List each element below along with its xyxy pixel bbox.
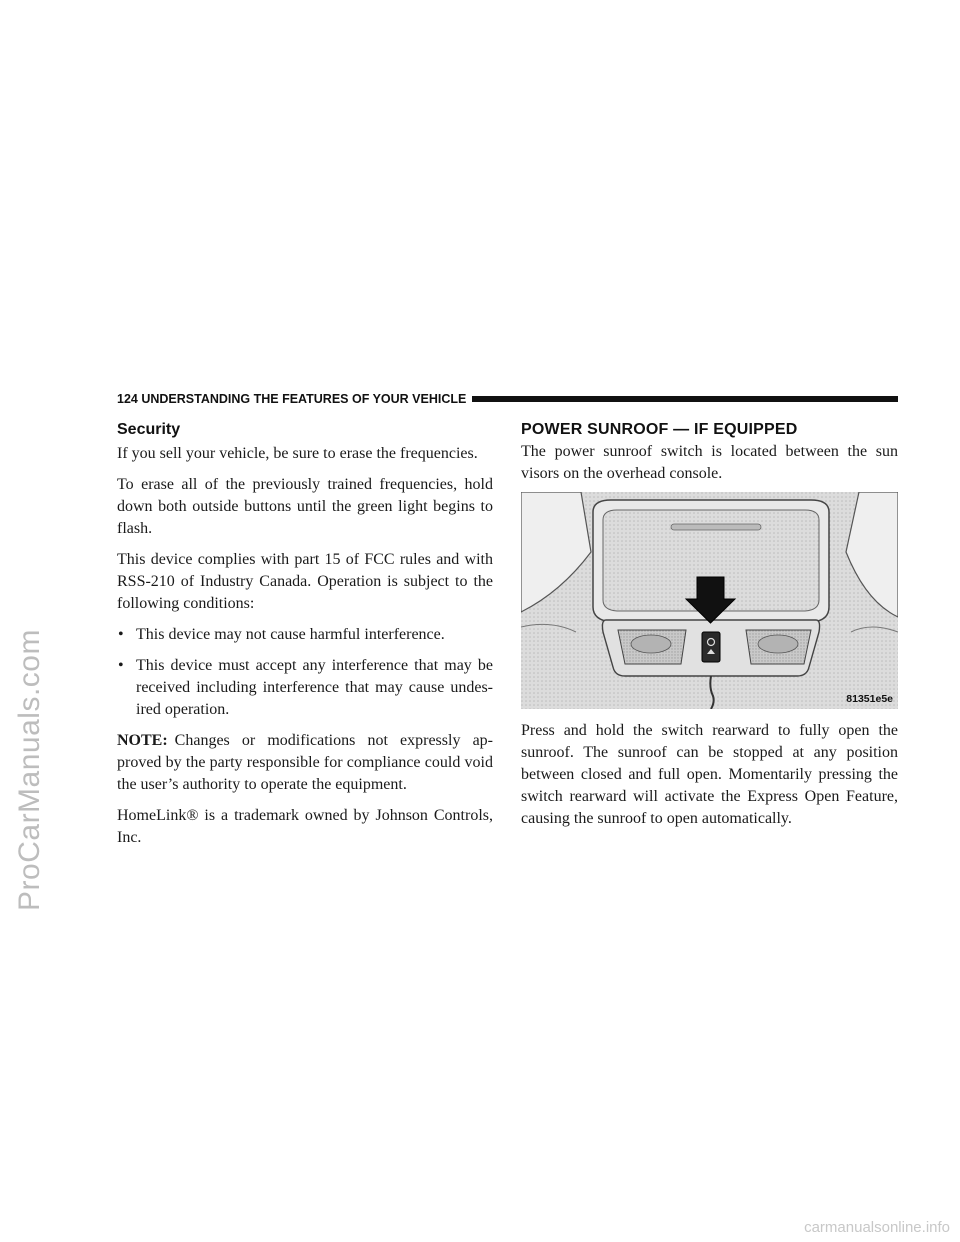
sunroof-heading: POWER SUNROOF — IF EQUIPPED	[521, 421, 798, 438]
footer-watermark: carmanualsonline.info	[804, 1219, 950, 1236]
security-heading: Security	[117, 421, 181, 438]
side-watermark	[10, 520, 50, 1020]
list-item	[117, 655, 493, 721]
note-paragraph	[117, 730, 493, 796]
figure-code: 81351e5e	[846, 693, 893, 705]
list-item	[117, 624, 493, 646]
conditions-list	[117, 624, 493, 721]
sunroof-paragraph-2: Press and hold the switch rearward to fully open the sunroof. The sunroof can be stopped at any position between closed and full open. Momentarily pressing the switch rearward will activate the Express Open Feature, causing the sunroof to open automatically.	[521, 722, 898, 827]
overhead-console-illustration	[521, 492, 898, 709]
right-column	[521, 420, 898, 830]
overhead-console-figure	[521, 492, 898, 709]
fcc-paragraph: This device complies with part 15 of FCC rules and with RSS-210 of Industry Canada. Operation is subject to the following conditions:	[117, 551, 493, 612]
security-paragraph-1: If you sell your vehicle, be sure to erase the frequencies.	[117, 445, 478, 462]
list-item-text: This device may not cause harmful interference.	[136, 626, 445, 643]
left-column	[117, 420, 493, 849]
header-rule	[472, 396, 898, 402]
side-watermark-text: ProCarManuals.com	[13, 629, 46, 911]
trademark-paragraph: HomeLink® is a trademark owned by Johnson Controls, Inc.	[117, 807, 493, 846]
page-number-and-chapter: 124 UNDERSTANDING THE FEATURES OF YOUR VEHICLE	[117, 392, 467, 406]
sunroof-paragraph-1: The power sunroof switch is located between the sun visors on the overhead console.	[521, 443, 898, 482]
note-text: Changes or modifications not expressly ap-proved by the party responsible for compliance could void the user’s authority to operate the equipment.	[117, 732, 493, 793]
running-header	[117, 391, 898, 407]
bullet-icon: •	[118, 626, 124, 643]
bullet-icon: •	[118, 657, 124, 674]
note-label: NOTE:	[117, 732, 168, 749]
list-item-text: This device must accept any interference that may be received including interference that may cause undes-ired operation.	[136, 657, 493, 718]
security-paragraph-2: To erase all of the previously trained frequencies, hold down both outside buttons until the green light begins to flash.	[117, 476, 493, 537]
